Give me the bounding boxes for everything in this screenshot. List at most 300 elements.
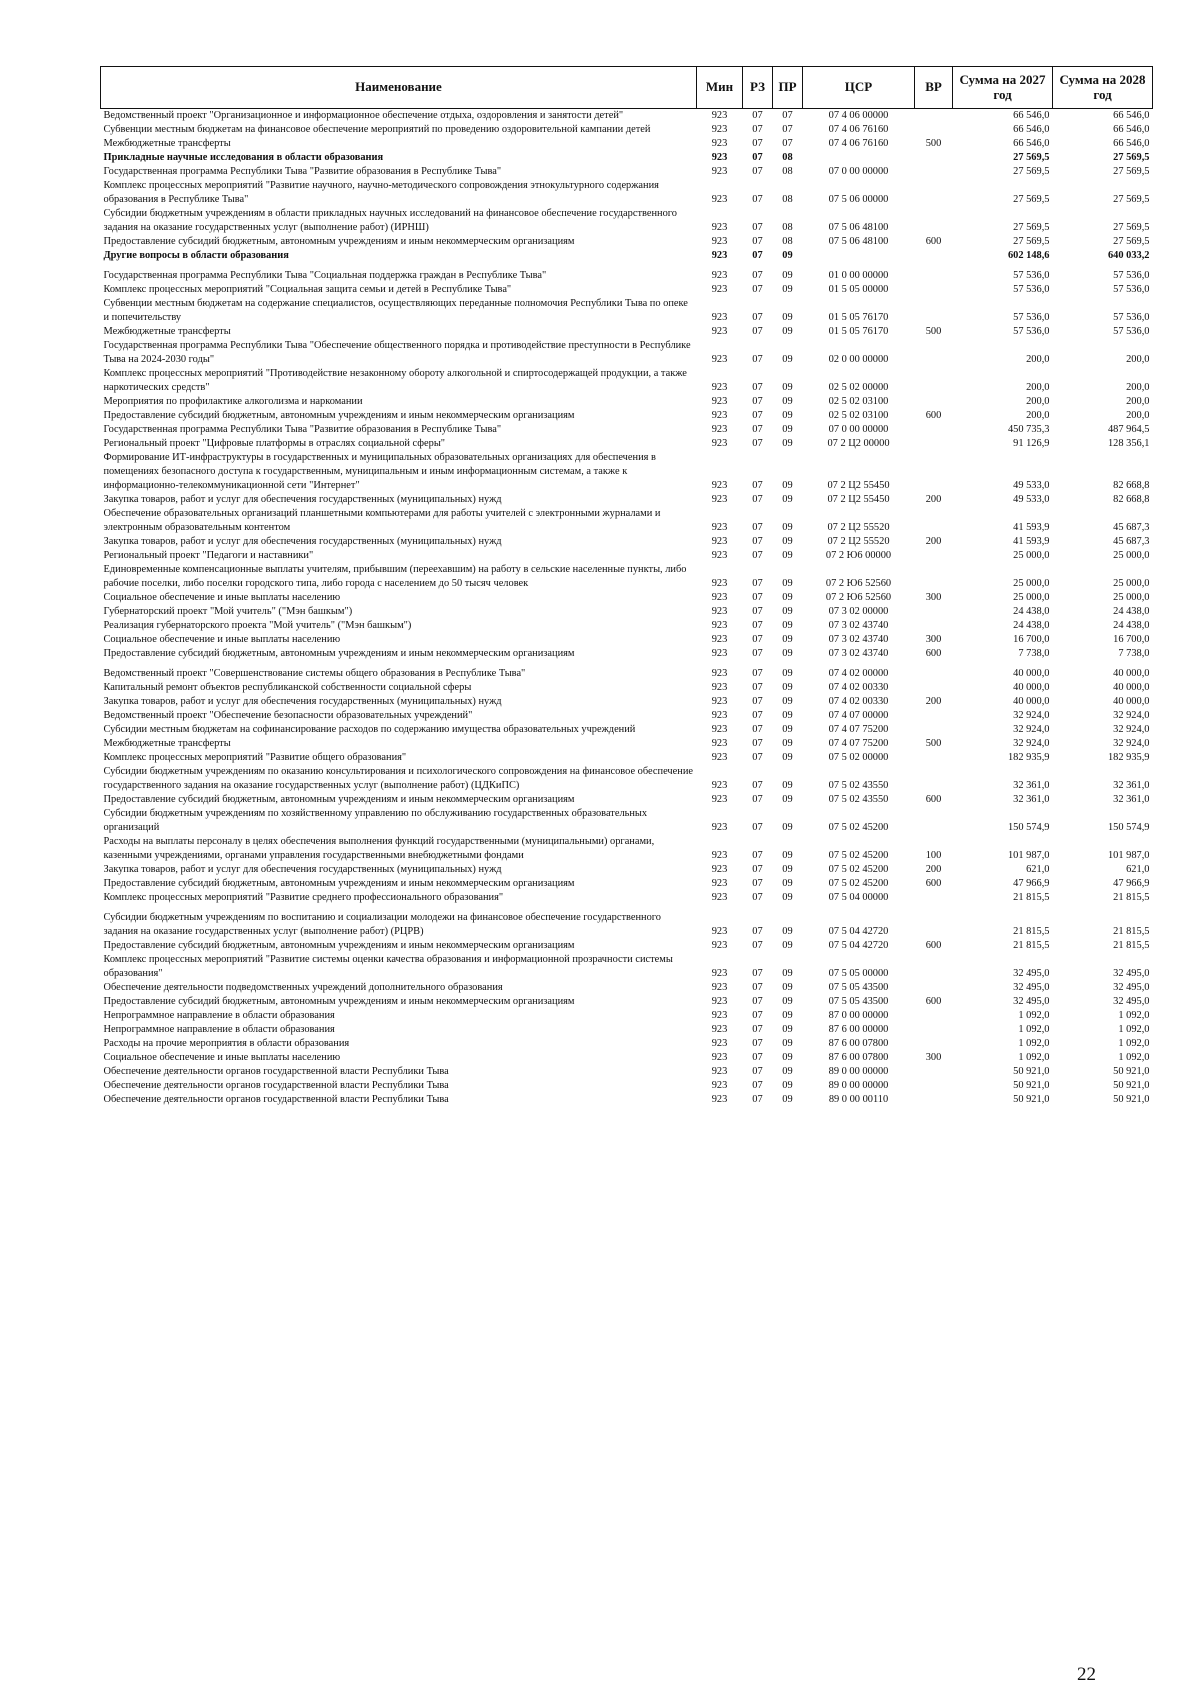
cell-min: 923 — [711, 592, 728, 603]
cell-pr: 09 — [782, 1024, 793, 1035]
cell-sum-2028: 57 536,0 — [1113, 326, 1150, 337]
cell-pr: 08 — [782, 166, 793, 177]
cell-min: 923 — [711, 250, 728, 261]
cell-pr: 09 — [782, 864, 793, 875]
cell-rz: 07 — [752, 354, 763, 365]
cell-sum-2028: 24 438,0 — [1113, 606, 1150, 617]
cell-sum-2027: 24 438,0 — [1013, 606, 1050, 617]
cell-vr — [915, 891, 953, 905]
cell-sum-2028: 24 438,0 — [1113, 620, 1150, 631]
cell-vr — [915, 953, 953, 981]
table-row — [101, 493, 1153, 507]
header-min: Мин — [697, 67, 743, 109]
cell-rz: 07 — [752, 710, 763, 721]
table-row — [101, 751, 1153, 765]
cell-sum-2027: 27 569,5 — [1013, 236, 1050, 247]
cell-pr: 09 — [782, 968, 793, 979]
cell-sum-2028: 40 000,0 — [1113, 682, 1150, 693]
cell-name: Государственная программа Республики Тыва "Обеспечение общественного порядка и противодействие преступности в Республике Тыва на 2024-2030 годы" — [103, 340, 691, 365]
cell-name: Межбюджетные трансферты — [103, 138, 231, 149]
cell-name: Субсидии бюджетным учреждениям по оказанию консультирования и психологического сопровождения на финансовое обеспечение государственного задания на оказание государственных услуг (выполнение работ) (ЦДКиПС) — [103, 766, 693, 791]
cell-sum-2028: 621,0 — [1126, 864, 1150, 875]
cell-vr — [915, 207, 953, 235]
cell-vr: 200 — [925, 494, 942, 505]
cell-sum-2027: 66 546,0 — [1013, 138, 1050, 149]
cell-name: Предоставление субсидий бюджетным, автономным учреждениям и иным некоммерческим организациям — [103, 236, 575, 247]
cell-sum-2028: 32 495,0 — [1113, 968, 1150, 979]
cell-sum-2027: 21 815,5 — [1013, 926, 1050, 937]
cell-csr: 07 2 Ц2 00000 — [827, 438, 890, 449]
cell-min: 923 — [711, 424, 728, 435]
cell-pr: 09 — [782, 850, 793, 861]
table-row — [101, 1079, 1153, 1093]
cell-rz: 07 — [752, 1024, 763, 1035]
cell-rz: 07 — [752, 124, 763, 135]
cell-sum-2028: 50 921,0 — [1113, 1080, 1150, 1091]
table-row — [101, 235, 1153, 249]
cell-vr — [915, 765, 953, 793]
cell-sum-2028: 32 924,0 — [1113, 724, 1150, 735]
cell-sum-2028: 50 921,0 — [1113, 1066, 1150, 1077]
cell-csr: 07 4 02 00000 — [828, 668, 889, 679]
table-row — [101, 1009, 1153, 1023]
cell-name: Государственная программа Республики Тыва "Социальная поддержка граждан в Республике Тыва" — [103, 270, 547, 281]
cell-rz: 07 — [752, 138, 763, 149]
cell-csr: 89 0 00 00000 — [828, 1066, 889, 1077]
cell-rz: 07 — [752, 222, 763, 233]
cell-min: 923 — [711, 410, 728, 421]
table-row — [101, 249, 1153, 263]
cell-min: 923 — [711, 668, 728, 679]
cell-csr: 07 5 02 45200 — [828, 864, 889, 875]
cell-csr: 07 2 Ю6 00000 — [825, 550, 892, 561]
cell-sum-2028: 40 000,0 — [1113, 696, 1150, 707]
cell-sum-2027: 57 536,0 — [1013, 326, 1050, 337]
cell-pr: 09 — [782, 1080, 793, 1091]
cell-sum-2027: 32 361,0 — [1013, 794, 1050, 805]
cell-vr — [915, 423, 953, 437]
cell-rz: 07 — [752, 996, 763, 1007]
table-row — [101, 451, 1153, 493]
cell-sum-2028: 66 546,0 — [1113, 124, 1150, 135]
cell-pr: 09 — [782, 696, 793, 707]
table-row — [101, 151, 1153, 165]
cell-name: Ведомственный проект "Совершенствование системы общего образования в Республике Тыва" — [103, 668, 526, 679]
cell-csr: 07 4 06 76160 — [828, 138, 889, 149]
cell-sum-2027: 200,0 — [1026, 354, 1050, 365]
table-row — [101, 1065, 1153, 1079]
cell-sum-2027: 57 536,0 — [1013, 270, 1050, 281]
table-row — [101, 1093, 1153, 1107]
cell-pr: 09 — [782, 284, 793, 295]
cell-rz: 07 — [752, 578, 763, 589]
cell-sum-2028: 32 924,0 — [1113, 710, 1150, 721]
cell-sum-2028: 27 569,5 — [1113, 152, 1150, 163]
cell-name: Формирование ИТ-инфраструктуры в государственных и муниципальных образовательных организациях для обеспечения в помещениях безопасного доступа к государственным, муниципальным и иным информационным системам, а также к информационно-телекоммуникационной сети "Интернет" — [103, 452, 656, 491]
cell-name: Непрограммное направление в области образования — [103, 1010, 335, 1021]
cell-pr: 09 — [782, 1066, 793, 1077]
cell-sum-2028: 150 574,9 — [1107, 822, 1150, 833]
table-row — [101, 263, 1153, 283]
cell-sum-2027: 27 569,5 — [1013, 222, 1050, 233]
cell-csr: 01 5 05 76170 — [828, 326, 889, 337]
cell-min: 923 — [711, 382, 728, 393]
cell-sum-2028: 57 536,0 — [1113, 270, 1150, 281]
table-row — [101, 563, 1153, 591]
cell-vr — [915, 1009, 953, 1023]
cell-name: Предоставление субсидий бюджетным, автономным учреждениям и иным некоммерческим организациям — [103, 410, 575, 421]
cell-rz: 07 — [752, 864, 763, 875]
cell-min: 923 — [711, 780, 728, 791]
cell-name: Расходы на прочие мероприятия в области образования — [103, 1038, 350, 1049]
cell-rz: 07 — [752, 166, 763, 177]
cell-vr: 500 — [925, 138, 942, 149]
table-row — [101, 807, 1153, 835]
cell-sum-2028: 128 356,1 — [1107, 438, 1150, 449]
cell-sum-2028: 82 668,8 — [1113, 494, 1150, 505]
cell-csr: 07 5 02 45200 — [828, 850, 889, 861]
cell-rz: 07 — [752, 270, 763, 281]
cell-sum-2027: 41 593,9 — [1013, 522, 1050, 533]
cell-rz: 07 — [752, 878, 763, 889]
cell-pr: 08 — [782, 222, 793, 233]
cell-sum-2028: 1 092,0 — [1118, 1010, 1150, 1021]
header-csr: ЦСР — [803, 67, 915, 109]
cell-pr: 09 — [782, 494, 793, 505]
table-row — [101, 339, 1153, 367]
cell-csr: 07 5 02 45200 — [828, 878, 889, 889]
cell-sum-2028: 82 668,8 — [1113, 480, 1150, 491]
cell-rz: 07 — [752, 1080, 763, 1091]
cell-sum-2027: 182 935,9 — [1007, 752, 1050, 763]
table-row — [101, 877, 1153, 891]
cell-name: Межбюджетные трансферты — [103, 738, 231, 749]
cell-pr: 09 — [782, 822, 793, 833]
cell-sum-2027: 1 092,0 — [1018, 1024, 1050, 1035]
cell-rz: 07 — [752, 236, 763, 247]
cell-sum-2028: 40 000,0 — [1113, 668, 1150, 679]
cell-vr — [915, 563, 953, 591]
cell-name: Социальное обеспечение и иные выплаты населению — [103, 1052, 341, 1063]
cell-name: Социальное обеспечение и иные выплаты населению — [103, 592, 341, 603]
cell-pr: 07 — [782, 110, 793, 121]
cell-sum-2027: 450 735,3 — [1007, 424, 1050, 435]
cell-min: 923 — [711, 1010, 728, 1021]
cell-min: 923 — [711, 326, 728, 337]
cell-rz: 07 — [752, 494, 763, 505]
cell-name: Обеспечение деятельности органов государственной власти Республики Тыва — [103, 1094, 449, 1105]
cell-vr: 600 — [925, 940, 942, 951]
cell-name: Субвенции местным бюджетам на финансовое обеспечение мероприятий по проведению оздоровительной кампании детей — [103, 124, 651, 135]
cell-rz: 07 — [752, 968, 763, 979]
cell-rz: 07 — [752, 682, 763, 693]
cell-pr: 09 — [782, 1038, 793, 1049]
cell-min: 923 — [711, 522, 728, 533]
cell-name: Межбюджетные трансферты — [103, 326, 231, 337]
cell-sum-2027: 49 533,0 — [1013, 494, 1050, 505]
cell-name: Предоставление субсидий бюджетным, автономным учреждениям и иным некоммерческим организациям — [103, 794, 575, 805]
cell-csr: 07 5 06 48100 — [828, 236, 889, 247]
table-row — [101, 765, 1153, 793]
table-row — [101, 437, 1153, 451]
cell-name: Социальное обеспечение и иные выплаты населению — [103, 634, 341, 645]
cell-vr — [915, 1037, 953, 1051]
cell-sum-2028: 32 495,0 — [1113, 982, 1150, 993]
cell-sum-2028: 47 966,9 — [1113, 878, 1150, 889]
cell-csr: 02 5 02 00000 — [828, 382, 889, 393]
cell-min: 923 — [711, 892, 728, 903]
cell-csr: 87 6 00 07800 — [828, 1052, 889, 1063]
cell-vr — [915, 605, 953, 619]
cell-sum-2028: 1 092,0 — [1118, 1038, 1150, 1049]
cell-csr: 07 5 04 42720 — [828, 926, 889, 937]
cell-vr — [915, 151, 953, 165]
cell-pr: 08 — [782, 152, 793, 163]
cell-sum-2028: 101 987,0 — [1107, 850, 1150, 861]
cell-name: Капитальный ремонт объектов республиканской собственности социальной сферы — [103, 682, 472, 693]
table-row — [101, 605, 1153, 619]
cell-name: Губернаторский проект "Мой учитель" ("Мэн башкым") — [103, 606, 353, 617]
cell-sum-2028: 32 495,0 — [1113, 996, 1150, 1007]
cell-csr: 07 2 Ц2 55520 — [827, 522, 890, 533]
cell-sum-2027: 66 546,0 — [1013, 110, 1050, 121]
table-row — [101, 423, 1153, 437]
cell-name: Реализация губернаторского проекта "Мой учитель" ("Мэн башкым") — [103, 620, 412, 631]
cell-pr: 09 — [782, 1094, 793, 1105]
table-row — [101, 179, 1153, 207]
cell-rz: 07 — [752, 668, 763, 679]
cell-rz: 07 — [752, 794, 763, 805]
cell-min: 923 — [711, 166, 728, 177]
cell-pr: 09 — [782, 878, 793, 889]
header-sum-2028: Сумма на 2028 год — [1053, 67, 1153, 109]
cell-csr: 07 5 04 42720 — [828, 940, 889, 951]
cell-min: 923 — [711, 682, 728, 693]
cell-pr: 09 — [782, 648, 793, 659]
cell-csr: 07 4 02 00330 — [828, 682, 889, 693]
cell-name: Комплекс процессных мероприятий "Противодействие незаконному обороту алкогольной и спиртосодержащей продукции, а также наркотических средств" — [103, 368, 687, 393]
cell-sum-2027: 200,0 — [1026, 396, 1050, 407]
cell-min: 923 — [711, 648, 728, 659]
cell-min: 923 — [711, 606, 728, 617]
cell-pr: 09 — [782, 996, 793, 1007]
cell-sum-2028: 27 569,5 — [1113, 222, 1150, 233]
cell-pr: 07 — [782, 124, 793, 135]
cell-pr: 09 — [782, 270, 793, 281]
cell-csr: 07 3 02 43740 — [828, 620, 889, 631]
cell-rz: 07 — [752, 110, 763, 121]
cell-csr: 89 0 00 00110 — [828, 1094, 889, 1105]
cell-sum-2027: 50 921,0 — [1013, 1066, 1050, 1077]
cell-min: 923 — [711, 696, 728, 707]
table-row — [101, 165, 1153, 179]
cell-vr — [915, 661, 953, 681]
cell-pr: 09 — [782, 794, 793, 805]
cell-name: Прикладные научные исследования в области образования — [103, 152, 384, 163]
cell-name: Субвенции местным бюджетам на содержание специалистов, осуществляющих переданные полномочия Республики Тыва по опеке и попечительству — [103, 298, 688, 323]
cell-rz: 07 — [752, 592, 763, 603]
table-row — [101, 661, 1153, 681]
cell-csr: 07 5 06 48100 — [828, 222, 889, 233]
cell-sum-2028: 27 569,5 — [1113, 166, 1150, 177]
cell-min: 923 — [711, 1080, 728, 1091]
cell-sum-2027: 32 924,0 — [1013, 724, 1050, 735]
cell-vr: 100 — [925, 850, 942, 861]
cell-min: 923 — [711, 982, 728, 993]
table-row — [101, 1051, 1153, 1065]
cell-pr: 09 — [782, 480, 793, 491]
cell-pr: 09 — [782, 578, 793, 589]
cell-name: Субсидии местным бюджетам на софинансирование расходов по содержанию имущества образовательных учреждений — [103, 724, 636, 735]
cell-sum-2028: 200,0 — [1126, 396, 1150, 407]
cell-name: Обеспечение деятельности органов государственной власти Республики Тыва — [103, 1080, 449, 1091]
cell-rz: 07 — [752, 982, 763, 993]
cell-name: Комплекс процессных мероприятий "Социальная защита семьи и детей в Республике Тыва" — [103, 284, 512, 295]
table-row — [101, 507, 1153, 535]
cell-rz: 07 — [752, 326, 763, 337]
cell-vr — [915, 451, 953, 493]
cell-min: 923 — [711, 968, 728, 979]
cell-sum-2028: 27 569,5 — [1113, 236, 1150, 247]
cell-min: 923 — [711, 138, 728, 149]
table-row — [101, 709, 1153, 723]
cell-csr: 87 6 00 07800 — [828, 1038, 889, 1049]
table-row — [101, 633, 1153, 647]
cell-pr: 09 — [782, 438, 793, 449]
cell-vr — [915, 263, 953, 283]
cell-sum-2028: 7 738,0 — [1118, 648, 1150, 659]
cell-vr — [915, 1079, 953, 1093]
cell-rz: 07 — [752, 648, 763, 659]
cell-csr: 07 2 Ц2 55520 — [827, 536, 890, 547]
table-row — [101, 619, 1153, 633]
cell-csr: 01 5 05 00000 — [828, 284, 889, 295]
cell-sum-2028: 25 000,0 — [1113, 550, 1150, 561]
table-row — [101, 793, 1153, 807]
table-row — [101, 835, 1153, 863]
table-row — [101, 395, 1153, 409]
cell-pr: 09 — [782, 724, 793, 735]
table-header — [101, 67, 1153, 109]
cell-csr: 07 5 05 43500 — [828, 996, 889, 1007]
cell-sum-2028: 57 536,0 — [1113, 284, 1150, 295]
cell-min: 923 — [711, 794, 728, 805]
cell-csr: 07 3 02 00000 — [828, 606, 889, 617]
cell-vr — [915, 507, 953, 535]
cell-pr: 09 — [782, 606, 793, 617]
cell-sum-2027: 25 000,0 — [1013, 550, 1050, 561]
cell-vr — [915, 619, 953, 633]
cell-sum-2027: 16 700,0 — [1013, 634, 1050, 645]
cell-min: 923 — [711, 738, 728, 749]
cell-vr: 300 — [925, 634, 942, 645]
cell-rz: 07 — [752, 382, 763, 393]
cell-sum-2028: 66 546,0 — [1113, 110, 1150, 121]
table-row — [101, 981, 1153, 995]
cell-vr — [915, 681, 953, 695]
cell-vr — [915, 751, 953, 765]
cell-pr: 09 — [782, 354, 793, 365]
cell-sum-2027: 1 092,0 — [1018, 1010, 1050, 1021]
cell-csr: 07 4 07 00000 — [828, 710, 889, 721]
cell-vr: 500 — [925, 738, 942, 749]
table-row — [101, 283, 1153, 297]
table-row — [101, 953, 1153, 981]
cell-rz: 07 — [752, 1066, 763, 1077]
cell-name: Закупка товаров, работ и услуг для обеспечения государственных (муниципальных) нужд — [103, 536, 502, 547]
table-row — [101, 409, 1153, 423]
cell-rz: 07 — [752, 194, 763, 205]
cell-sum-2027: 40 000,0 — [1013, 696, 1050, 707]
cell-name: Другие вопросы в области образования — [103, 250, 289, 261]
header-vr: ВР — [915, 67, 953, 109]
cell-csr: 02 5 02 03100 — [828, 410, 889, 421]
cell-pr: 09 — [782, 312, 793, 323]
cell-vr — [915, 437, 953, 451]
cell-pr: 09 — [782, 780, 793, 791]
cell-vr — [915, 367, 953, 395]
table-row — [101, 591, 1153, 605]
cell-csr: 07 5 04 00000 — [828, 892, 889, 903]
cell-vr — [915, 395, 953, 409]
table-row — [101, 549, 1153, 563]
cell-sum-2027: 49 533,0 — [1013, 480, 1050, 491]
cell-csr: 07 5 02 43550 — [828, 780, 889, 791]
cell-sum-2027: 47 966,9 — [1013, 878, 1050, 889]
table-row — [101, 647, 1153, 661]
cell-sum-2028: 640 033,2 — [1107, 250, 1150, 261]
cell-name: Закупка товаров, работ и услуг для обеспечения государственных (муниципальных) нужд — [103, 696, 502, 707]
cell-pr: 09 — [782, 982, 793, 993]
table-row — [101, 123, 1153, 137]
cell-rz: 07 — [752, 250, 763, 261]
cell-sum-2027: 602 148,6 — [1007, 250, 1050, 261]
cell-sum-2027: 91 126,9 — [1013, 438, 1050, 449]
cell-sum-2027: 7 738,0 — [1018, 648, 1050, 659]
cell-vr — [915, 249, 953, 263]
cell-vr — [915, 109, 953, 124]
cell-name: Субсидии бюджетным учреждениям в области прикладных научных исследований на финансовое обеспечение государственного задания на оказание государственных услуг (выполнение работ) (ИРНШ) — [103, 208, 677, 233]
cell-csr: 89 0 00 00000 — [828, 1080, 889, 1091]
cell-csr: 07 5 05 00000 — [828, 968, 889, 979]
table-row — [101, 109, 1153, 124]
cell-pr: 09 — [782, 250, 793, 261]
cell-name: Обеспечение деятельности подведомственных учреждений дополнительного образования — [103, 982, 503, 993]
cell-vr — [915, 1093, 953, 1107]
cell-vr — [915, 1023, 953, 1037]
cell-sum-2027: 27 569,5 — [1013, 166, 1050, 177]
cell-name: Региональный проект "Педагоги и наставники" — [103, 550, 314, 561]
cell-rz: 07 — [752, 396, 763, 407]
cell-csr: 07 4 02 00330 — [828, 696, 889, 707]
cell-sum-2028: 27 569,5 — [1113, 194, 1150, 205]
cell-min: 923 — [711, 1094, 728, 1105]
cell-sum-2027: 32 361,0 — [1013, 780, 1050, 791]
cell-pr: 09 — [782, 1052, 793, 1063]
cell-min: 923 — [711, 270, 728, 281]
table-row — [101, 681, 1153, 695]
cell-name: Субсидии бюджетным учреждениям по хозяйственному управлению по обслуживанию государственных образовательных организаций — [103, 808, 648, 833]
cell-rz: 07 — [752, 850, 763, 861]
cell-csr: 07 5 05 43500 — [828, 982, 889, 993]
cell-rz: 07 — [752, 480, 763, 491]
table-row — [101, 905, 1153, 939]
cell-rz: 07 — [752, 522, 763, 533]
cell-name: Ведомственный проект "Организационное и информационное обеспечение отдыха, оздоровления и занятости детей" — [103, 110, 624, 121]
cell-csr: 07 5 02 45200 — [828, 822, 889, 833]
cell-sum-2028: 66 546,0 — [1113, 138, 1150, 149]
cell-sum-2028: 32 361,0 — [1113, 780, 1150, 791]
